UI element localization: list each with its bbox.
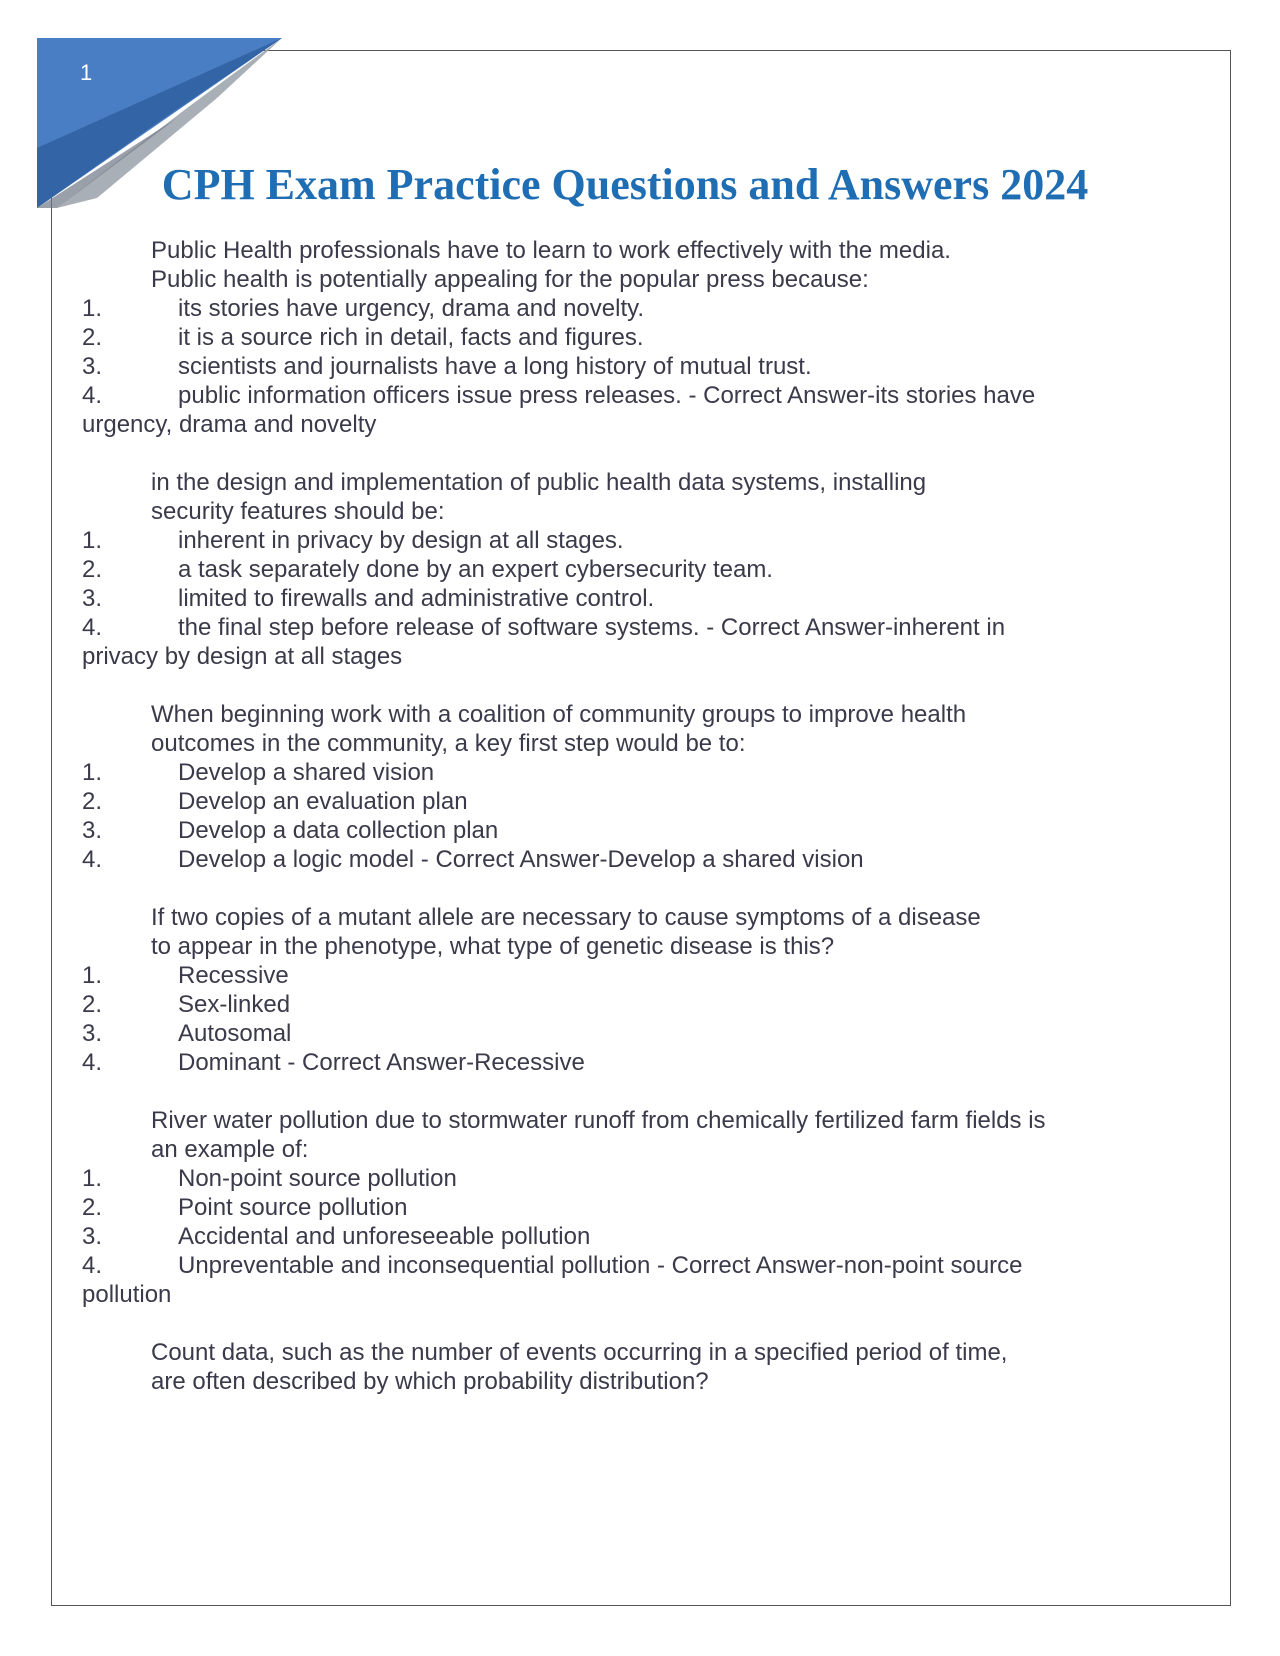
option-text: Autosomal [178, 1020, 292, 1047]
option-number: 3. [82, 817, 103, 844]
option-text: the final step before release of software systems. - Correct Answer-inherent in [178, 614, 1006, 641]
option-text: inherent in privacy by design at all stages. [178, 527, 624, 554]
question-list [82, 236, 1102, 1425]
question-stem-line: in the design and implementation of public health data systems, installing [151, 469, 927, 496]
option-text: a task separately done by an expert cybersecurity team. [178, 556, 773, 583]
option-text: Unpreventable and inconsequential pollution - Correct Answer-non-point source [178, 1252, 1023, 1279]
question-2 [82, 468, 1102, 671]
answer-option [82, 1251, 1102, 1280]
option-number: 3. [82, 1223, 103, 1250]
answer-option [82, 816, 1102, 845]
option-number: 3. [82, 353, 103, 380]
answer-option [82, 1164, 1102, 1193]
answer-option [82, 352, 1102, 381]
answer-option [82, 1048, 1102, 1077]
answer-option [82, 555, 1102, 584]
option-number: 2. [82, 991, 103, 1018]
option-text: Develop a logic model - Correct Answer-Develop a shared vision [178, 846, 864, 873]
question-stem-line: When beginning work with a coalition of community groups to improve health [151, 701, 967, 728]
question-stem-line: Public Health professionals have to learn to work effectively with the media. [151, 237, 951, 264]
option-number: 1. [82, 759, 103, 786]
question-stem-line: an example of: [151, 1136, 309, 1163]
option-number: 1. [82, 295, 103, 322]
option-number: 2. [82, 788, 103, 815]
question-stem-line: security features should be: [151, 498, 445, 525]
option-number: 4. [82, 614, 103, 641]
option-number: 1. [82, 1165, 103, 1192]
option-number: 4. [82, 1049, 103, 1076]
option-text: Sex-linked [178, 991, 291, 1018]
answer-option [82, 1222, 1102, 1251]
answer-option [82, 758, 1102, 787]
question-3 [82, 700, 1102, 874]
option-number: 4. [82, 382, 103, 409]
answer-option [82, 526, 1102, 555]
answer-option [82, 1019, 1102, 1048]
answer-option [82, 294, 1102, 323]
answer-option [82, 381, 1102, 410]
answer-option [82, 1193, 1102, 1222]
question-stem-line: outcomes in the community, a key first step would be to: [151, 730, 746, 757]
option-text: Dominant - Correct Answer-Recessive [178, 1049, 585, 1076]
option-text: public information officers issue press releases. - Correct Answer-its stories have [178, 382, 1036, 409]
option-text: Develop a data collection plan [178, 817, 499, 844]
option-text: it is a source rich in detail, facts and figures. [178, 324, 644, 351]
answer-option [82, 613, 1102, 642]
question-stem-line: River water pollution due to stormwater runoff from chemically fertilized farm fields is [151, 1107, 1046, 1134]
option-text: limited to firewalls and administrative control. [178, 585, 655, 612]
option-number: 1. [82, 527, 103, 554]
question-stem-line: are often described by which probability distribution? [151, 1368, 709, 1395]
page-number: 1 [80, 60, 93, 85]
option-number: 3. [82, 1020, 103, 1047]
option-text: Point source pollution [178, 1194, 408, 1221]
question-6 [82, 1338, 1102, 1396]
question-stem-line: to appear in the phenotype, what type of genetic disease is this? [151, 933, 835, 960]
option-text: Accidental and unforeseeable pollution [178, 1223, 591, 1250]
answer-option [82, 990, 1102, 1019]
option-number: 1. [82, 962, 103, 989]
option-number: 2. [82, 1194, 103, 1221]
answer-option [82, 961, 1102, 990]
answer-option [82, 845, 1102, 874]
option-text: Recessive [178, 962, 289, 989]
option-number: 3. [82, 585, 103, 612]
question-4 [82, 903, 1102, 1077]
answer-option [82, 787, 1102, 816]
question-stem-line: Public health is potentially appealing for the popular press because: [151, 266, 869, 293]
question-5 [82, 1106, 1102, 1309]
question-stem-line: If two copies of a mutant allele are necessary to cause symptoms of a disease [151, 904, 981, 931]
option-number: 2. [82, 324, 103, 351]
option-number: 2. [82, 556, 103, 583]
answer-continuation: urgency, drama and novelty [82, 411, 377, 438]
answer-option [82, 584, 1102, 613]
answer-continuation: privacy by design at all stages [82, 643, 403, 670]
question-stem-line: Count data, such as the number of events occurring in a specified period of time, [151, 1339, 1008, 1366]
answer-continuation: pollution [82, 1281, 172, 1308]
option-text: Non-point source pollution [178, 1165, 457, 1192]
question-1 [82, 236, 1102, 439]
option-text: Develop an evaluation plan [178, 788, 468, 815]
option-number: 4. [82, 1252, 103, 1279]
answer-option [82, 323, 1102, 352]
option-text: scientists and journalists have a long history of mutual trust. [178, 353, 812, 380]
option-number: 4. [82, 846, 103, 873]
option-text: its stories have urgency, drama and novelty. [178, 295, 645, 322]
option-text: Develop a shared vision [178, 759, 435, 786]
document-title: CPH Exam Practice Questions and Answers 2024 [161, 160, 1089, 209]
